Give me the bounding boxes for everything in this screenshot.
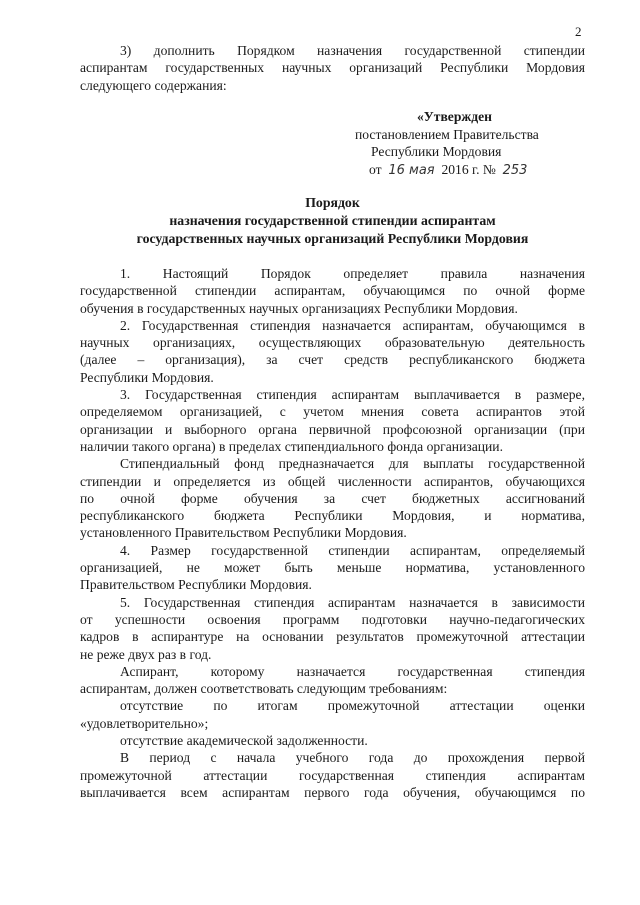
text-line: отсутствие по итогам промежуточной аттестации оценки bbox=[120, 698, 585, 714]
text-line: промежуточной аттестации государственная стипендия аспирантам bbox=[80, 767, 585, 783]
page-number: 2 bbox=[575, 24, 582, 39]
title-line: Порядок bbox=[305, 195, 360, 210]
intro-paragraph bbox=[80, 42, 585, 94]
text-line: республиканского бюджета Республики Мордовия, и норматива, bbox=[80, 508, 585, 524]
text-line: Республики Мордовия. bbox=[80, 369, 214, 385]
body-text bbox=[80, 265, 585, 801]
text-line: (далее – организация), за счет средств республиканского бюджета bbox=[80, 352, 585, 368]
text-line: Аспирант, которому назначается государственная стипендия bbox=[120, 663, 585, 679]
text-line: 3. Государственная стипендия аспирантам выплачивается в размере, bbox=[120, 387, 585, 403]
text-line: «удовлетворительно»; bbox=[80, 715, 209, 731]
text-line: Стипендиальный фонд предназначается для выплаты государственной bbox=[120, 456, 585, 472]
text-line: 5. Государственная стипендия аспирантам назначается в зависимости bbox=[120, 594, 585, 610]
approval-line: постановлением Правительства bbox=[355, 126, 539, 142]
text-line: установленного Правительством Республики Мордовия. bbox=[80, 525, 407, 541]
text-line: выплачивается всем аспирантам первого года обучения, обучающимся по bbox=[80, 784, 585, 800]
text-line: государственной стипендии аспирантам, обучающимся по очной форме bbox=[80, 283, 585, 299]
text-line: от успешности освоения программ подготовки научно-педагогических bbox=[80, 611, 585, 627]
text-line: отсутствие академической задолженности. bbox=[120, 733, 368, 749]
approval-date-line bbox=[355, 161, 539, 180]
text-line: обучения в государственных научных организациях Республики Мордовия. bbox=[80, 300, 518, 316]
text-line: по очной форме обучения за счет бюджетных ассигнований bbox=[80, 490, 585, 506]
approval-title: «Утвержден bbox=[417, 109, 492, 124]
text-line: организацией, не может быть меньше норматива, установленного bbox=[80, 560, 585, 576]
text-line: аспирантам, должен соответствовать следующим требованиям: bbox=[80, 681, 448, 697]
text-line: В период с начала учебного года до прохождения первой bbox=[120, 750, 585, 766]
date-year: 2016 г. № bbox=[441, 161, 496, 177]
text-line: организации и выборного органа первичной профсоюзной организации (при bbox=[80, 421, 585, 437]
document-title bbox=[80, 194, 585, 248]
text-line: стипендии и определяется из общей численности аспирантов, обучающихся bbox=[80, 473, 585, 489]
approval-block bbox=[355, 108, 539, 179]
text-line: кадров в аспирантуре на основании результатов промежуточной аттестации bbox=[80, 629, 585, 645]
date-day-month: 16 мая bbox=[388, 162, 435, 178]
text-line: 4. Размер государственной стипендии аспирантам, определяемый bbox=[120, 542, 585, 558]
text-line: 3) дополнить Порядком назначения государственной стипендии bbox=[120, 43, 585, 58]
text-line: научных организациях, осуществляющих образовательную деятельность bbox=[80, 335, 585, 351]
text-line: следующего содержания: bbox=[80, 77, 227, 93]
text-line: 2. Государственная стипендия назначается аспирантам, обучающимся в bbox=[120, 317, 585, 333]
text-line: аспирантам государственных научных организаций Республики Мордовия bbox=[80, 60, 585, 76]
title-line: государственных научных организаций Республики Мордовия bbox=[136, 231, 529, 246]
document-number: 253 bbox=[502, 162, 528, 178]
text-line: определяемом организацией, с учетом мнения совета аспирантов этой bbox=[80, 404, 585, 420]
approval-line: Республики Мордовия bbox=[371, 144, 502, 159]
date-prefix: от bbox=[369, 161, 382, 177]
text-line: 1. Настоящий Порядок определяет правила назначения bbox=[120, 266, 585, 281]
title-line: назначения государственной стипендии аспирантам bbox=[169, 213, 496, 228]
text-line: не реже двух раз в год. bbox=[80, 646, 212, 662]
text-line: наличии такого органа) в пределах стипендиального фонда организации. bbox=[80, 438, 503, 454]
text-line: Правительством Республики Мордовия. bbox=[80, 577, 312, 593]
